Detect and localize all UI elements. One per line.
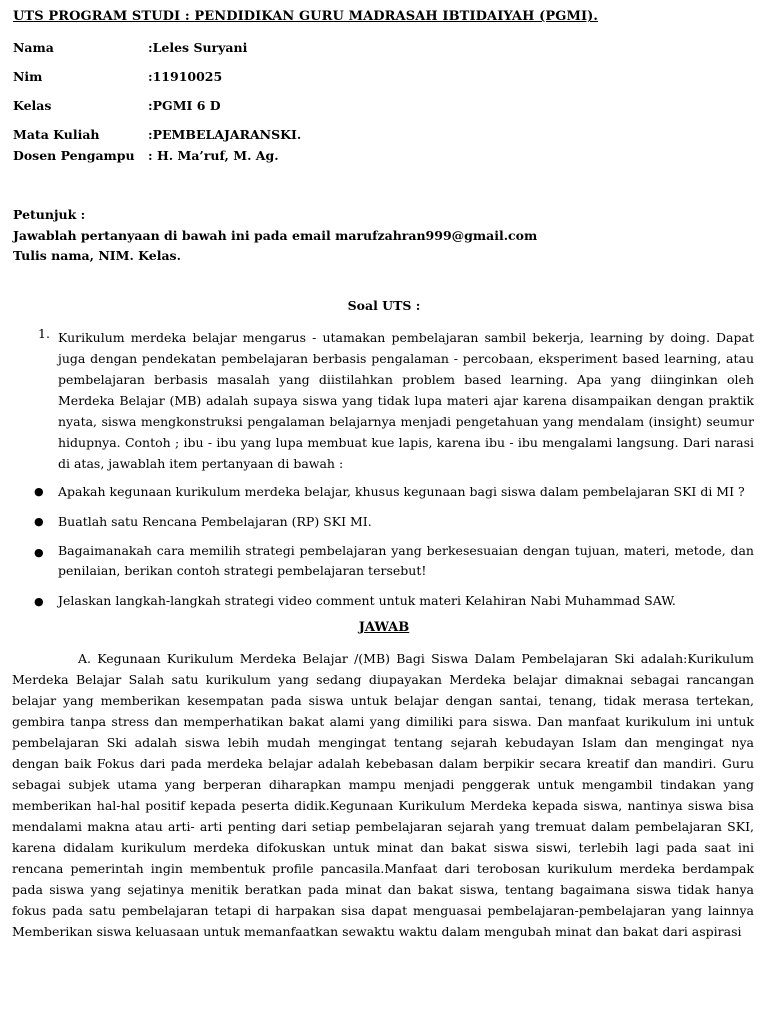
bullet-icon: ● (34, 515, 44, 528)
info-label: Nim (13, 69, 43, 84)
info-value: :11910025 (148, 69, 223, 84)
info-label: Kelas (13, 98, 52, 113)
document-title: UTS PROGRAM STUDI : PENDIDIKAN GURU MADRASAH IBTIDAIYAH (PGMI). (13, 9, 598, 24)
instructions-heading: Petunjuk : (13, 207, 86, 222)
info-label: Nama (13, 40, 54, 55)
bullet-icon: ● (34, 485, 44, 498)
question-text: Kurikulum merdeka belajar mengarus - utamakan pembelajaran sambil bekerja, learning by doing. Dapat juga dengan pendekatan pembelajaran berbasis pengalaman - percobaan, eksperiment based learning, atau pembelajaran berbasis masalah yang diistilahkan problem based learning. Apa yang diinginkan oleh Merdeka Belajar (MB) adalah supaya siswa yang tidak lupa materi ajar karena disampaikan dengan praktik nyata, siswa mengkonstruksi pengalaman belajarnya menjadi pengetahuan yang mendalam (insight) seumur hidupnya. Contoh ; ibu - ibu yang lupa membuat kue lapis, karena ibu - ibu mengalami langsung. Dari narasi di atas, jawablah item pertanyaan di bawah : (58, 330, 754, 471)
bullet-icon: ● (34, 595, 44, 608)
bullet-icon: ● (34, 546, 44, 559)
info-label: Dosen Pengampu (13, 148, 135, 163)
instructions-line: Tulis nama, NIM. Kelas. (13, 248, 181, 263)
question-item: Jelaskan langkah-langkah strategi video comment untuk materi Kelahiran Nabi Muhammad SAW. (58, 593, 676, 608)
question-item: Bagaimanakah cara memilih strategi pembelajaran yang berkesesuaian dengan tujuan, materi, metode, dan penilaian, berikan contoh strategi pembelajaran tersebut! (58, 543, 754, 578)
question-item: Apakah kegunaan kurikulum merdeka belajar, khusus kegunaan bagi siswa dalam pembelajaran SKI di MI ? (58, 484, 745, 499)
exam-questions-heading: Soal UTS : (347, 298, 421, 313)
answer-paragraph: A. Kegunaan Kurikulum Merdeka Belajar /(MB) Bagi Siswa Dalam Pembelajaran Ski adalah:Kurikulum Merdeka Belajar Salah satu kurikulum yang sedang diupayakan Merdeka belajar dimaknai sebagai rancangan belajar yang memberikan kesempatan pada siswa untuk belajar dengan santai, tenang, tidak merasa tertekan, gembira tanpa stress dan memperhatikan bakat alami yang dimiliki para siswa. Dan manfaat kurikulum ini untuk pembelajaran Ski adalah siswa lebih mudah mengingat tentang sejarah kebudayan Islam dan mengingat nya dengan baik Fokus dari pada merdeka belajar adalah kebebasan dalam berpikir secara kreatif dan mandiri. Guru sebagai subjek utama yang berperan diharapkan mampu menjadi penggerak untuk mengambil tindakan yang memberikan hal-hal positif kepada peserta didik.Kegunaan Kurikulum Merdeka kepada siswa, nantinya siswa bisa mendalami makna atau arti- arti penting dari setiap pembelajaran sejarah yang tremuat dalam pembelajaran SKI, karena didalam kurikulum merdeka difokuskan untuk minat dan bakat siswa siswi, terlebih lagi pada saat ini rencana pemerintah ingin membentuk profile pancasila.Manfaat dari terobosan kurikulum merdeka berdampak pada siswa yang sejatinya menitik beratkan pada minat dan bakat siswa, tentang bagaimana siswa tidak hanya fokus pada satu pembelajaran tetapi di harpakan sisa dapat menguasai pembelajaran-pembelajaran yang lainnya Memberikan siswa keluasaan untuk memanfaatkan sewaktu waktu dalam mengubah minat dan bakat dari aspirasi (12, 651, 754, 939)
info-value: :PEMBELAJARANSKI. (148, 127, 302, 142)
question-number: 1. (38, 326, 50, 341)
answer-heading: JAWAB (358, 620, 410, 635)
info-label: Mata Kuliah (13, 127, 100, 142)
question-item: Buatlah satu Rencana Pembelajaran (RP) SKI MI. (58, 514, 372, 529)
info-value: :Leles Suryani (148, 40, 248, 55)
info-value: : H. Ma’ruf, M. Ag. (148, 148, 279, 163)
info-value: :PGMI 6 D (148, 98, 221, 113)
instructions-line: Jawablah pertanyaan di bawah ini pada email marufzahran999@gmail.com (13, 228, 538, 243)
